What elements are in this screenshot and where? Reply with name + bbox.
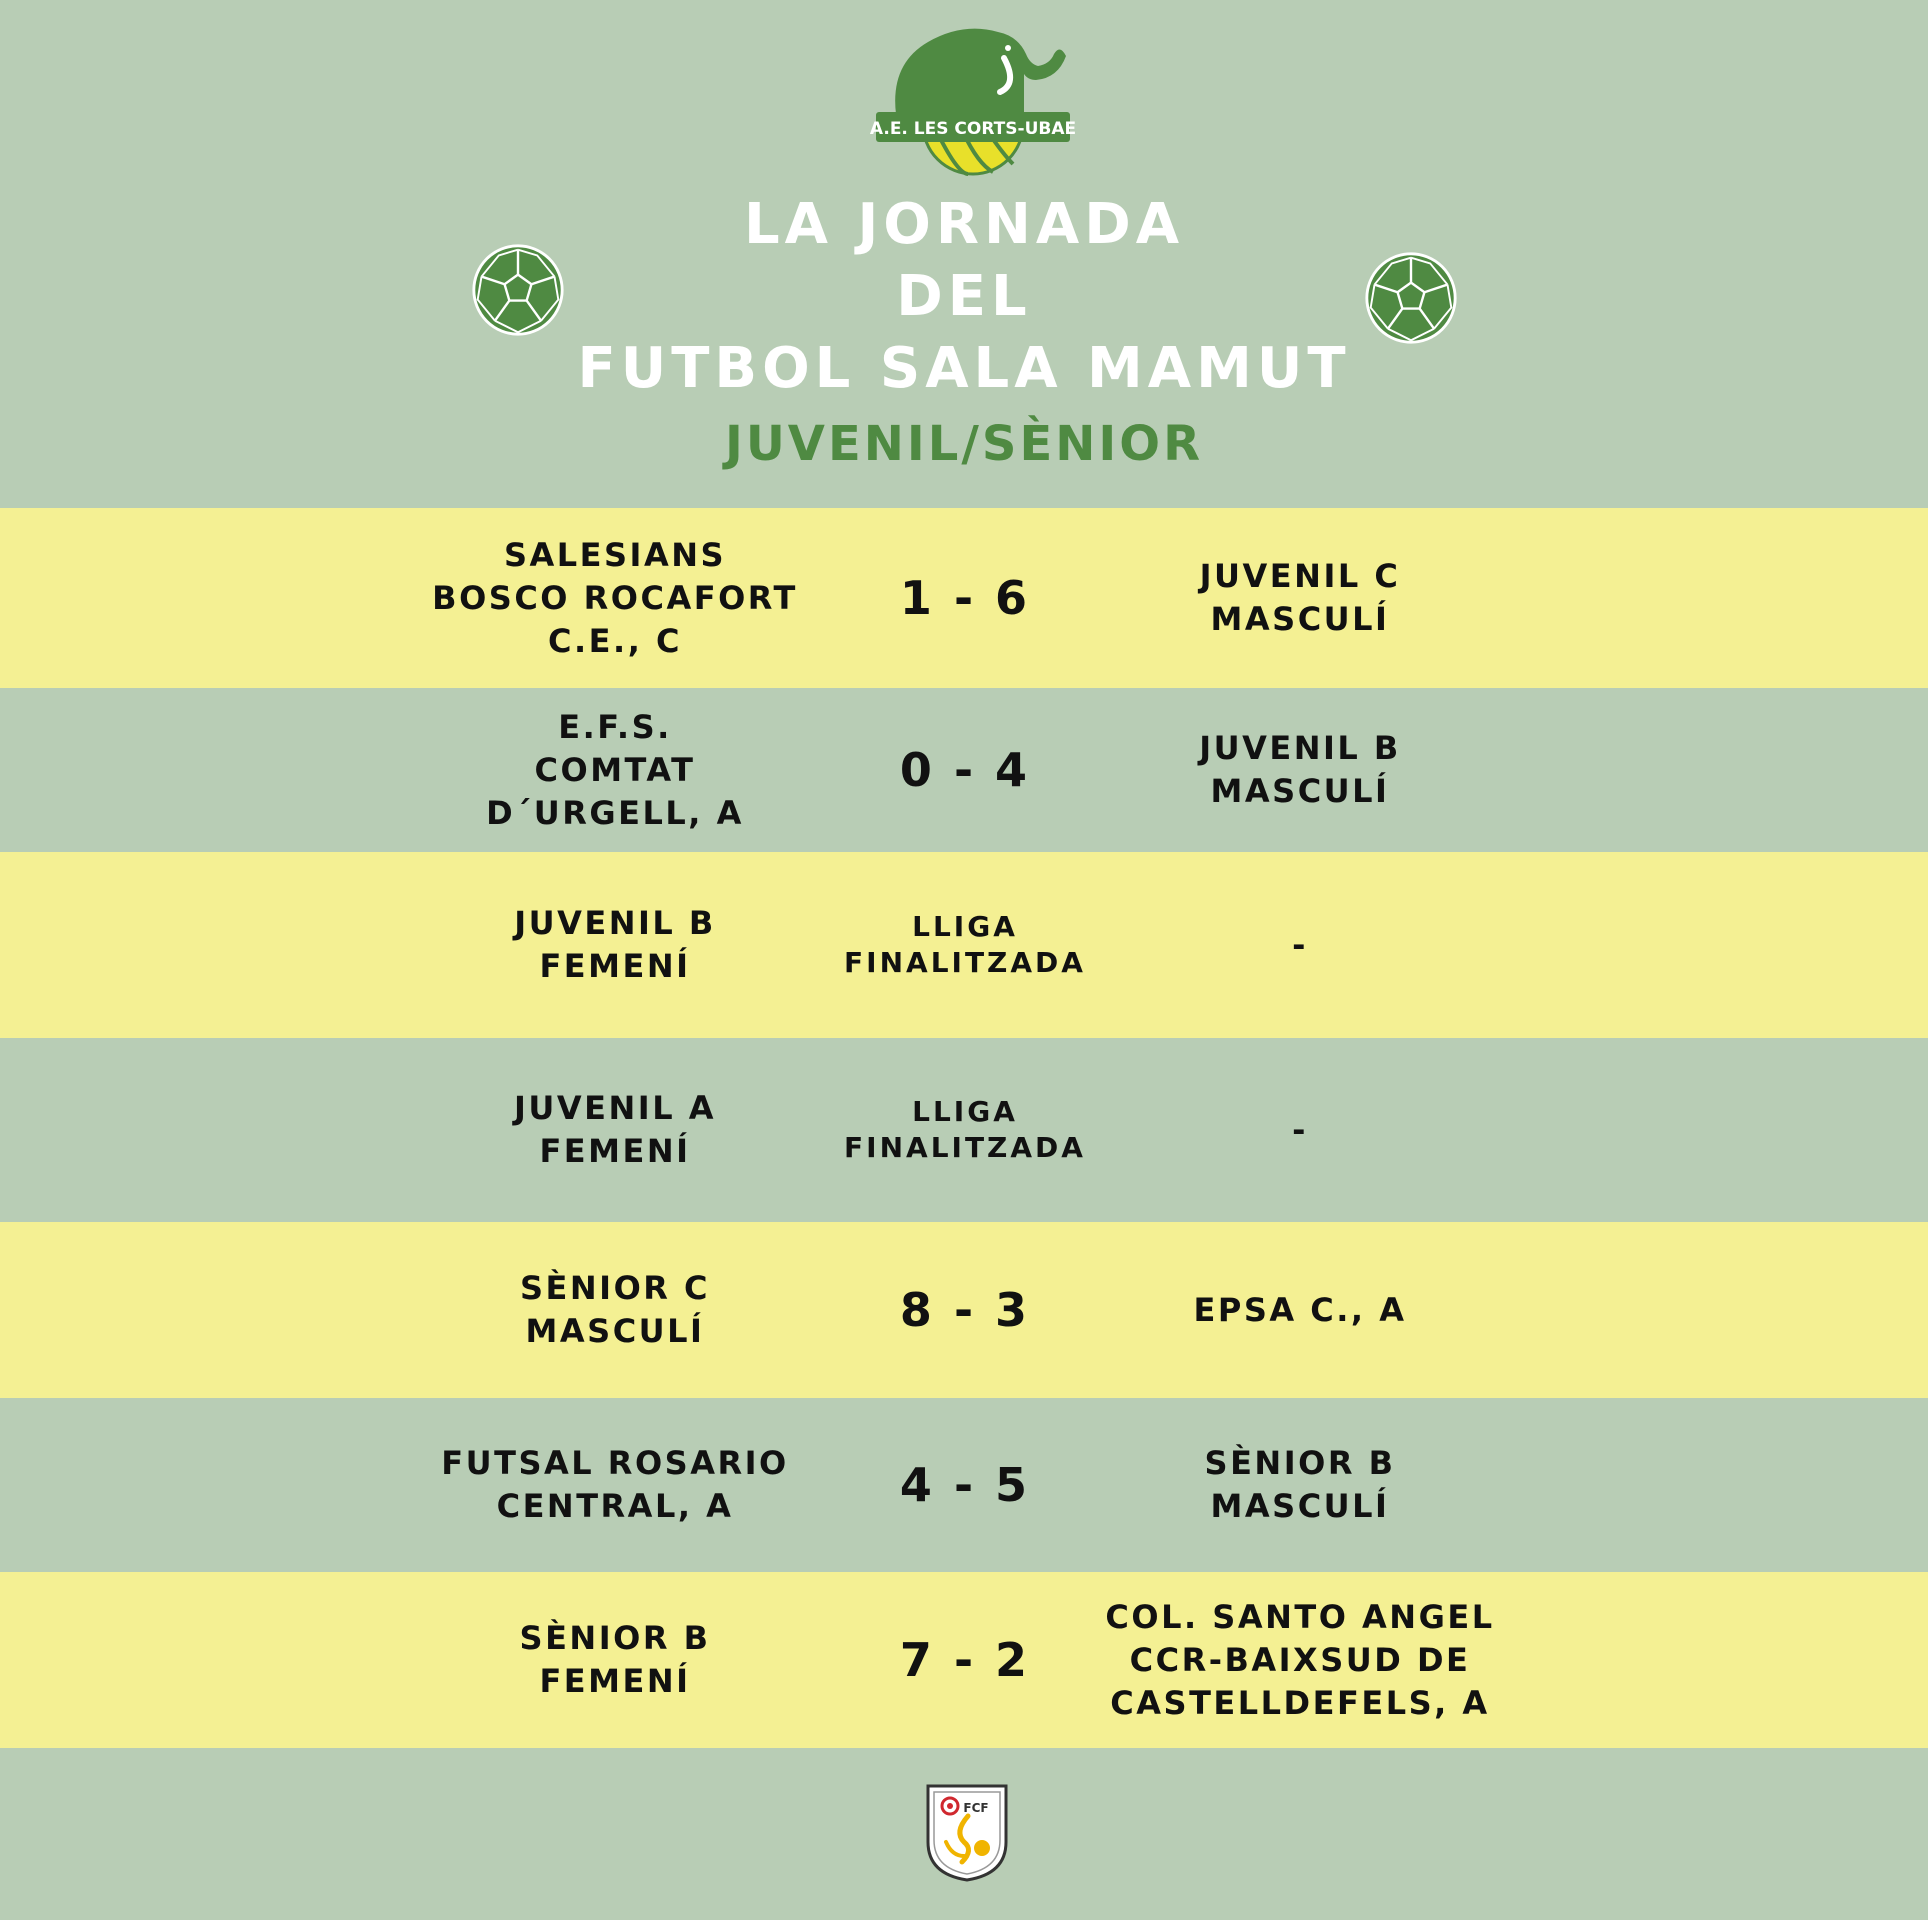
away-team: - <box>1292 925 1308 964</box>
home-team: E.F.S. COMTAT D´URGELL, A <box>486 707 744 832</box>
home-team: SÈNIOR C MASCULÍ <box>519 1269 711 1350</box>
home-team: FUTSAL ROSARIO CENTRAL, A <box>441 1444 789 1525</box>
away-team: JUVENIL B MASCULÍ <box>1199 729 1401 810</box>
match-row <box>0 508 1928 688</box>
home-team: SALESIANS BOSCO ROCAFORT C.E., C <box>432 535 798 660</box>
home-team: SÈNIOR B FEMENÍ <box>519 1619 711 1700</box>
home-team: JUVENIL A FEMENÍ <box>514 1089 716 1170</box>
match-row <box>0 1222 1928 1398</box>
home-team: JUVENIL B FEMENÍ <box>514 904 716 985</box>
club-logo-text: A.E. LES CORTS-UBAE <box>869 119 1077 139</box>
away-team: EPSA C., A <box>1193 1290 1407 1329</box>
match-score: 1 - 6 <box>899 571 1031 625</box>
match-status: LLIGA FINALITZADA <box>844 1095 1086 1164</box>
title-line-1: LA JORNADA <box>743 192 1185 257</box>
away-team: - <box>1292 1110 1308 1149</box>
match-score: 8 - 3 <box>899 1283 1031 1337</box>
match-row <box>0 1398 1928 1572</box>
away-team: COL. SANTO ANGEL CCR-BAIXSUD DE CASTELLDEFELS, A <box>1105 1597 1495 1722</box>
club-logo <box>868 14 1078 184</box>
match-status: LLIGA FINALITZADA <box>844 910 1086 979</box>
away-team: JUVENIL C MASCULÍ <box>1199 557 1401 638</box>
match-score: 0 - 4 <box>899 743 1031 797</box>
match-row <box>0 1038 1928 1222</box>
match-row <box>0 688 1928 852</box>
match-row <box>0 1572 1928 1748</box>
title-line-3: FUTBOL SALA MAMUT <box>577 336 1351 401</box>
match-score: 4 - 5 <box>899 1458 1031 1512</box>
match-row <box>0 852 1928 1038</box>
federation-logo <box>924 1782 1010 1884</box>
subtitle: JUVENIL/SÈNIOR <box>724 416 1204 472</box>
title-line-2: DEL <box>896 264 1032 329</box>
match-score: 7 - 2 <box>899 1633 1031 1687</box>
federation-logo-text: FCF <box>963 1801 989 1815</box>
away-team: SÈNIOR B MASCULÍ <box>1204 1444 1396 1525</box>
